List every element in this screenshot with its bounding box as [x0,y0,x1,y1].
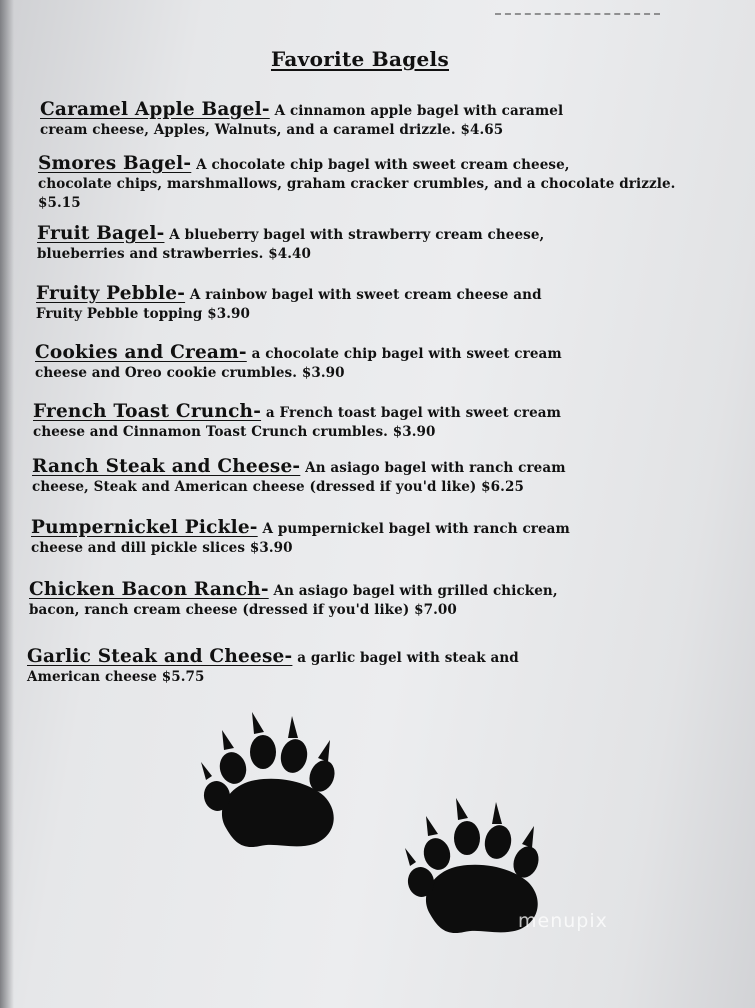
item-name: Garlic Steak and Cheese- [27,646,293,667]
menu-item [32,457,732,497]
menu-item [27,647,727,687]
item-description-start: A blueberry bagel with strawberry cream cheese, [169,227,545,243]
top-scribble [495,13,660,21]
menu-item [38,154,678,213]
item-description-start: An asiago bagel with grilled chicken, [273,583,558,599]
menu-item [37,224,727,264]
item-description-start: A rainbow bagel with sweet cream cheese and [189,287,542,303]
item-description-start: A cinnamon apple bagel with caramel [274,103,564,119]
item-name: Cookies and Cream- [35,342,247,363]
item-description-start: a French toast bagel with sweet cream [265,405,561,421]
item-description: bacon, ranch cream cheese (dressed if you'd like) $7.00 [29,602,457,618]
item-description: cheese and Cinnamon Toast Crunch crumbles. $3.90 [33,424,436,440]
item-description-start: An asiago bagel with ranch cream [305,460,566,476]
item-description-start: A chocolate chip bagel with sweet cream cheese, [196,157,570,173]
item-description: cheese and Oreo cookie crumbles. $3.90 [35,365,345,381]
bear-paw-icon [196,710,346,855]
menu-item [35,343,725,383]
menu-item [33,402,723,442]
page-shadow [0,0,14,1008]
item-name: Smores Bagel- [38,153,192,174]
item-name: French Toast Crunch- [33,401,262,422]
item-description: American cheese $5.75 [27,669,205,685]
item-description: cream cheese, Apples, Walnuts, and a caramel drizzle. $4.65 [40,122,504,138]
item-description: Fruity Pebble topping $3.90 [36,306,251,322]
item-description-start: a chocolate chip bagel with sweet cream [251,346,562,362]
menu-title: Favorite Bagels [270,47,449,71]
menu-item [31,518,731,558]
item-name: Pumpernickel Pickle- [31,517,258,538]
item-name: Fruit Bagel- [37,223,165,244]
item-name: Caramel Apple Bagel- [40,99,270,120]
item-name: Chicken Bacon Ranch- [29,579,269,600]
item-description-start: A pumpernickel bagel with ranch cream [262,521,570,537]
item-description: chocolate chips, marshmallows, graham cracker crumbles, and a chocolate drizzle. $5.15 [38,176,676,211]
menu-item [40,100,720,140]
item-name: Ranch Steak and Cheese- [32,456,301,477]
watermark-text: menupix [518,910,608,932]
item-name: Fruity Pebble- [36,283,186,304]
menu-item [29,580,729,620]
item-description: blueberries and strawberries. $4.40 [37,246,312,262]
item-description: cheese and dill pickle slices $3.90 [31,540,293,556]
item-description: cheese, Steak and American cheese (dressed if you'd like) $6.25 [32,479,524,495]
menu-item [36,284,726,324]
item-description-start: a garlic bagel with steak and [297,650,519,666]
